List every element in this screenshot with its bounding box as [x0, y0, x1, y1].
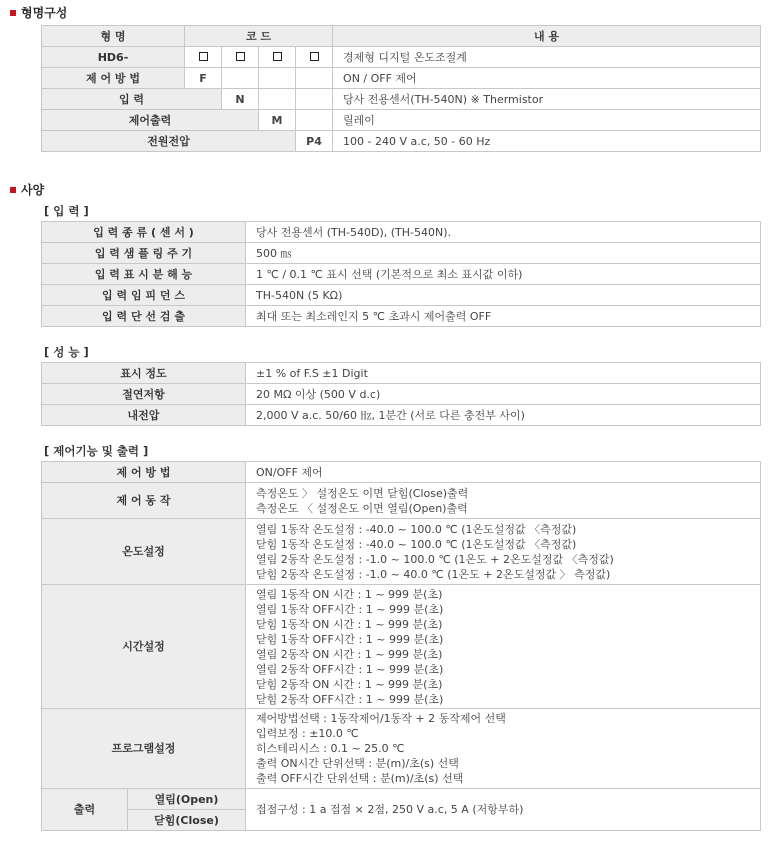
spec-value [246, 519, 761, 585]
model-row-desc: 당사 전용센서(TH-540N) ※ Thermistor [333, 89, 761, 110]
output-open-label: 열림(Open) [128, 789, 246, 810]
value-line: 닫힘 1동작 OFF시간 : 1 ~ 999 분(초) [256, 632, 444, 646]
model-row-power [42, 131, 761, 152]
subsection-title-performance: [ 성 능 ] [44, 345, 89, 359]
code-slot-4 [296, 47, 333, 68]
code-slot-2 [222, 47, 259, 68]
spec-value [246, 483, 761, 519]
value-line: 열림 1동작 온도설정 : -40.0 ~ 100.0 ℃ (1온도설정값 〈측정값) [256, 522, 577, 536]
spec-value: 2,000 V a.c. 50/60 ㎐, 1분간 (서로 다른 충전부 사이) [246, 405, 761, 426]
value-line: 닫힘 1동작 온도설정 : -40.0 ~ 100.0 ℃ (1온도설정값 〈측정값) [256, 537, 577, 551]
section-title-text: 사양 [21, 183, 45, 197]
spec-label: 내전압 [42, 405, 246, 426]
spec-row [42, 384, 761, 405]
spec-label: 제 어 방 법 [42, 462, 246, 483]
spec-label: 온도설정 [42, 519, 246, 585]
spec-value: 최대 또는 최소레인지 5 ℃ 초과시 제어출력 OFF [246, 306, 761, 327]
code-slot-3 [259, 47, 296, 68]
col-header-desc: 내 용 [333, 26, 761, 47]
spec-label: 입 력 임 피 던 스 [42, 285, 246, 306]
empty-cell [296, 89, 333, 110]
spec-row [42, 306, 761, 327]
spec-row [42, 243, 761, 264]
model-row-desc: ON / OFF 제어 [333, 68, 761, 89]
value-line: 출력 OFF시간 단위선택 : 분(m)/초(s) 선택 [256, 772, 464, 785]
control-method-row [42, 462, 761, 483]
empty-cell [259, 89, 296, 110]
model-row-code: N [222, 89, 259, 110]
spec-label: 시간설정 [42, 585, 246, 709]
model-table [41, 25, 761, 152]
model-row-label: 전원전압 [42, 131, 296, 152]
spec-value: ±1 % of F.S ±1 Digit [246, 363, 761, 384]
value-line: 열림 1동작 OFF시간 : 1 ~ 999 분(초) [256, 602, 444, 616]
spec-value: 당사 전용센서 (TH-540D), (TH-540N). [246, 222, 761, 243]
empty-box-icon [236, 52, 245, 61]
spec-label: 입 력 표 시 분 해 능 [42, 264, 246, 285]
model-row-label: 제 어 방 법 [42, 68, 185, 89]
spec-row [42, 222, 761, 243]
model-row-control [42, 68, 761, 89]
model-header-row [42, 26, 761, 47]
spec-value: ON/OFF 제어 [246, 462, 761, 483]
time-setting-row [42, 585, 761, 709]
code-slot-1 [185, 47, 222, 68]
bullet-icon [10, 187, 16, 193]
value-line: 측정온도 〉 설정온도 이면 닫힘(Close)출력 [256, 486, 469, 500]
spec-value: 500 ㎳ [246, 243, 761, 264]
spec-label: 프로그램설정 [42, 709, 246, 789]
spec-label: 표시 정도 [42, 363, 246, 384]
empty-box-icon [273, 52, 282, 61]
value-line: 열림 1동작 ON 시간 : 1 ~ 999 분(초) [256, 587, 443, 601]
empty-cell [259, 68, 296, 89]
spec-value: 1 ℃ / 0.1 ℃ 표시 선택 (기본적으로 최소 표시값 이하) [246, 264, 761, 285]
empty-cell [296, 110, 333, 131]
value-line: 열림 2동작 OFF시간 : 1 ~ 999 분(초) [256, 662, 444, 676]
model-row-label: 제어출력 [42, 110, 259, 131]
performance-table [41, 362, 761, 426]
model-base-row [42, 47, 761, 68]
value-line: 열림 2동작 온도설정 : -1.0 ~ 100.0 ℃ (1온도 + 2온도설정값 〈측정값) [256, 552, 614, 566]
value-line: 열림 2동작 ON 시간 : 1 ~ 999 분(초) [256, 647, 443, 661]
program-setting-row [42, 709, 761, 789]
spec-row [42, 363, 761, 384]
section-title-text: 형명구성 [21, 6, 68, 20]
spec-label: 절연저항 [42, 384, 246, 405]
input-table [41, 221, 761, 327]
spec-row [42, 405, 761, 426]
spec-value: TH-540N (5 KΩ) [246, 285, 761, 306]
spec-label: 입 력 샘 플 링 주 기 [42, 243, 246, 264]
spec-value [246, 585, 761, 709]
spec-value: 접점구성 : 1 a 접점 × 2점, 250 V a.c, 5 A (저항부하) [246, 789, 761, 831]
model-row-desc: 릴레이 [333, 110, 761, 131]
spec-label: 출력 [42, 789, 128, 831]
value-line: 측정온도 〈 설정온도 이면 열림(Open)출력 [256, 501, 468, 515]
spec-row [42, 285, 761, 306]
empty-cell [222, 68, 259, 89]
model-row-code: F [185, 68, 222, 89]
model-row-code: P4 [296, 131, 333, 152]
spec-value: 20 MΩ 이상 (500 V d.c) [246, 384, 761, 405]
spec-label: 제 어 동 작 [42, 483, 246, 519]
empty-box-icon [310, 52, 319, 61]
spec-label: 입 력 단 선 검 출 [42, 306, 246, 327]
output-close-label: 닫힘(Close) [128, 810, 246, 831]
section-title-model [10, 4, 67, 21]
subsection-title-input: [ 입 력 ] [44, 204, 89, 218]
value-line: 닫힘 2동작 OFF시간 : 1 ~ 999 분(초) [256, 692, 444, 706]
model-row-output [42, 110, 761, 131]
subsection-title-control: [ 제어기능 및 출력 ] [44, 444, 149, 458]
model-row-label: 입 력 [42, 89, 222, 110]
value-line: 입력보정 : ±10.0 ℃ [256, 727, 359, 740]
empty-cell [296, 68, 333, 89]
col-header-name: 형 명 [42, 26, 185, 47]
control-action-row [42, 483, 761, 519]
value-line: 닫힘 2동작 ON 시간 : 1 ~ 999 분(초) [256, 677, 443, 691]
control-table [41, 461, 761, 831]
model-row-code: M [259, 110, 296, 131]
value-line: 닫힘 2동작 온도설정 : -1.0 ~ 40.0 ℃ (1온도 + 2온도설정값 〉 측정값) [256, 567, 611, 581]
bullet-icon [10, 10, 16, 16]
temp-setting-row [42, 519, 761, 585]
spec-label: 입 력 종 류 ( 센 서 ) [42, 222, 246, 243]
model-row-desc: 100 - 240 V a.c, 50 - 60 Hz [333, 131, 761, 152]
model-base-label: HD6- [42, 47, 185, 68]
output-open-row [42, 789, 761, 810]
col-header-code: 코 드 [185, 26, 333, 47]
model-base-desc: 경제형 디지털 온도조절계 [333, 47, 761, 68]
value-line: 히스테리시스 : 0.1 ~ 25.0 ℃ [256, 742, 405, 755]
value-line: 닫힘 1동작 ON 시간 : 1 ~ 999 분(초) [256, 617, 443, 631]
value-line: 제어방법선택 : 1동작제어/1동작 + 2 동작제어 선택 [256, 712, 506, 725]
value-line: 출력 ON시간 단위선택 : 분(m)/초(s) 선택 [256, 757, 459, 770]
empty-box-icon [199, 52, 208, 61]
spec-value [246, 709, 761, 789]
model-row-input [42, 89, 761, 110]
section-title-spec [10, 181, 44, 198]
spec-row [42, 264, 761, 285]
